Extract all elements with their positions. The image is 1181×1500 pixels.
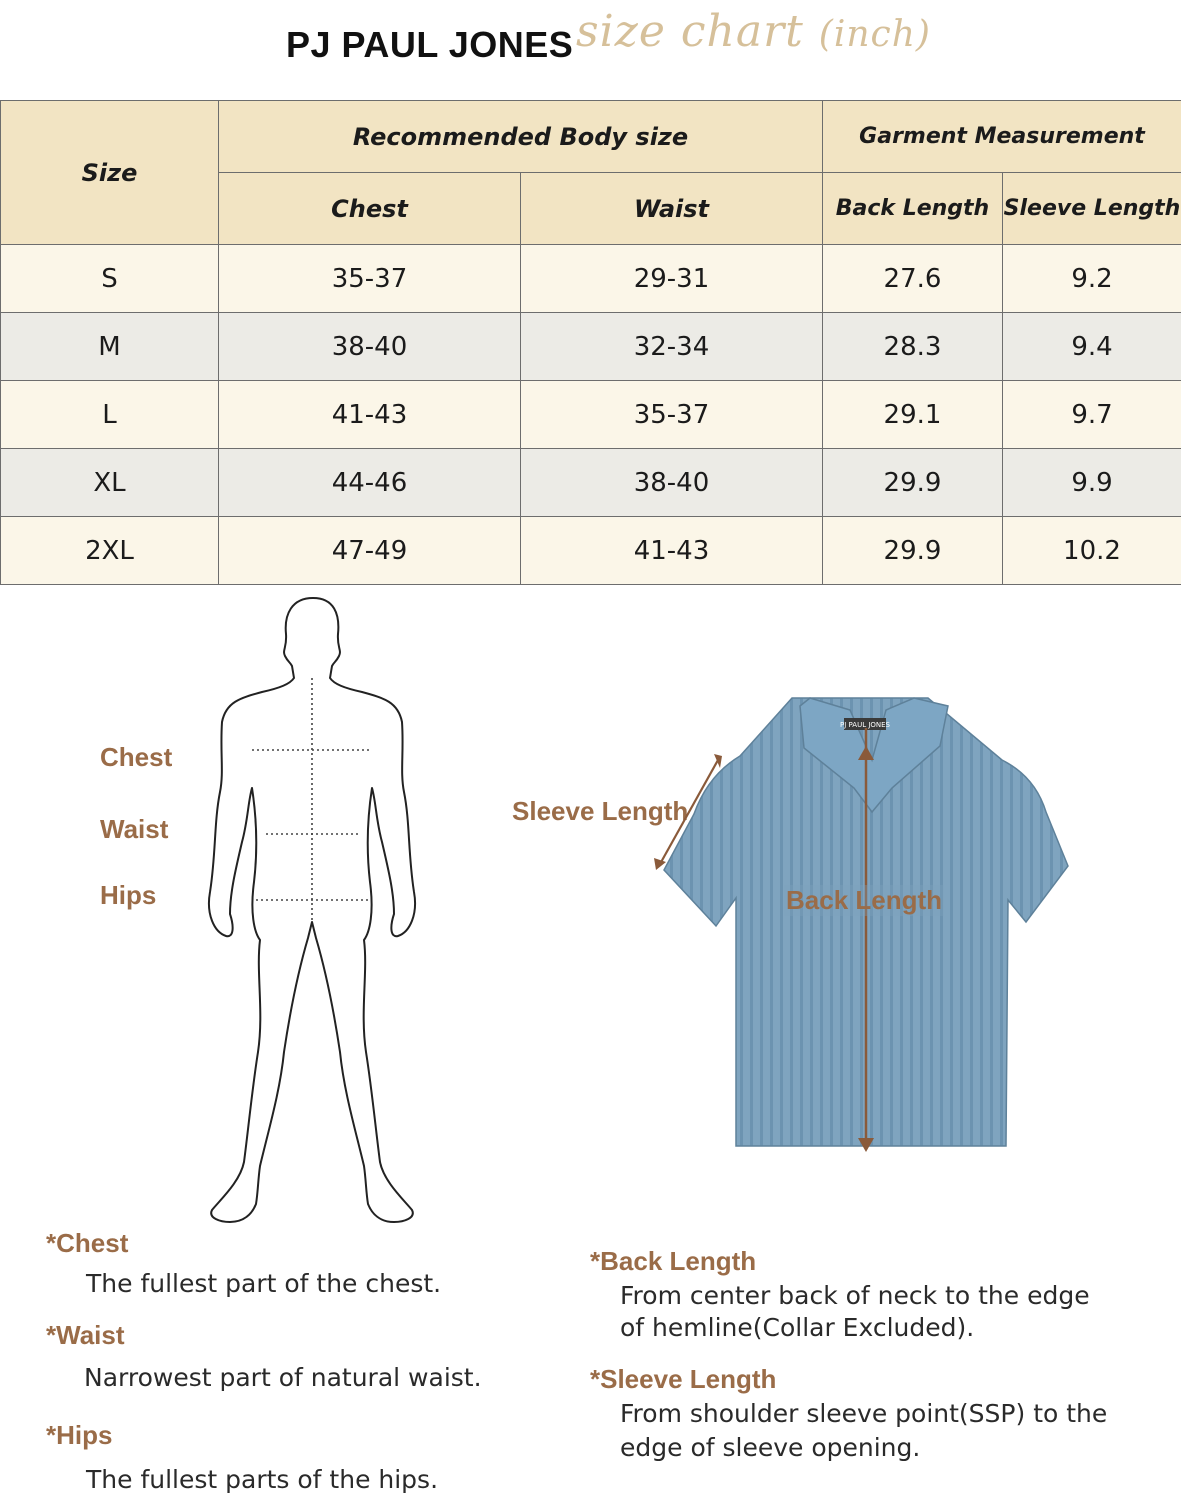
waist-cell: 29-31 bbox=[521, 245, 823, 313]
chest-definition-title: *Chest bbox=[46, 1228, 129, 1258]
size-column-header: Size bbox=[1, 101, 219, 245]
size-cell: L bbox=[1, 381, 219, 449]
hips-definition-text: The fullest parts of the hips. bbox=[86, 1465, 439, 1494]
sleeve-length-cell: 9.9 bbox=[1003, 449, 1181, 517]
sleeve-length-cell: 9.4 bbox=[1003, 313, 1181, 381]
waist-column-header: Waist bbox=[521, 173, 823, 245]
back-length-cell: 29.9 bbox=[823, 449, 1003, 517]
sleeve-length-definition-line-2: edge of sleeve opening. bbox=[620, 1433, 921, 1462]
chest-figure-label: Chest bbox=[100, 742, 173, 772]
table-row bbox=[1, 517, 1181, 585]
chest-definition-text: The fullest part of the chest. bbox=[86, 1269, 442, 1298]
garment-group-header: Garment Measurement bbox=[823, 101, 1181, 173]
sleeve-length-column-header: Sleeve Length bbox=[1003, 173, 1181, 245]
polo-shirt-icon bbox=[640, 690, 1080, 1152]
waist-cell: 35-37 bbox=[521, 381, 823, 449]
back-length-cell: 29.9 bbox=[823, 517, 1003, 585]
waist-cell: 32-34 bbox=[521, 313, 823, 381]
back-length-figure-label: Back Length bbox=[786, 885, 943, 915]
hips-definition-title: *Hips bbox=[46, 1420, 113, 1450]
back-length-cell: 29.1 bbox=[823, 381, 1003, 449]
back-length-column-header: Back Length bbox=[823, 173, 1003, 245]
sleeve-length-definition-title: *Sleeve Length bbox=[590, 1364, 777, 1394]
size-table bbox=[0, 100, 1181, 585]
table-row bbox=[1, 313, 1181, 381]
waist-cell: 41-43 bbox=[521, 517, 823, 585]
size-cell: M bbox=[1, 313, 219, 381]
back-length-cell: 27.6 bbox=[823, 245, 1003, 313]
waist-figure-label: Waist bbox=[100, 814, 169, 844]
sleeve-length-cell: 9.7 bbox=[1003, 381, 1181, 449]
chest-cell: 47-49 bbox=[219, 517, 521, 585]
chest-column-header: Chest bbox=[219, 173, 521, 245]
hips-figure-label: Hips bbox=[100, 880, 157, 910]
body-size-group-header: Recommended Body size bbox=[219, 101, 823, 173]
size-cell: XL bbox=[1, 449, 219, 517]
back-length-definition-title: *Back Length bbox=[590, 1246, 757, 1276]
sleeve-length-definition-line-1: From shoulder sleeve point(SSP) to the bbox=[620, 1399, 1108, 1428]
back-length-definition-line-1: From center back of neck to the edge bbox=[620, 1281, 1090, 1310]
waist-cell: 38-40 bbox=[521, 449, 823, 517]
chest-cell: 41-43 bbox=[219, 381, 521, 449]
table-row bbox=[1, 449, 1181, 517]
size-chart-script: size chart bbox=[576, 6, 804, 57]
size-cell: 2XL bbox=[1, 517, 219, 585]
body-silhouette bbox=[200, 592, 440, 1236]
sleeve-length-cell: 9.2 bbox=[1003, 245, 1181, 313]
table-row bbox=[1, 245, 1181, 313]
header bbox=[0, 0, 1181, 100]
unit-label: (inch) bbox=[818, 14, 931, 55]
waist-definition-text: Narrowest part of natural waist. bbox=[84, 1363, 482, 1392]
size-cell: S bbox=[1, 245, 219, 313]
chest-cell: 35-37 bbox=[219, 245, 521, 313]
body-outline-icon bbox=[200, 592, 440, 1232]
shirt-tag-label: PJ PAUL JONES bbox=[840, 721, 890, 729]
table-row bbox=[1, 381, 1181, 449]
size-chart-title bbox=[576, 6, 931, 57]
back-length-definition-line-2: of hemline(Collar Excluded). bbox=[620, 1313, 975, 1342]
waist-definition-title: *Waist bbox=[46, 1320, 125, 1350]
chest-cell: 38-40 bbox=[219, 313, 521, 381]
brand-name: PJ PAUL JONES bbox=[286, 24, 574, 65]
sleeve-length-figure-label: Sleeve Length bbox=[512, 796, 689, 826]
polo-shirt-figure bbox=[640, 690, 1080, 1156]
sleeve-length-cell: 10.2 bbox=[1003, 517, 1181, 585]
chest-cell: 44-46 bbox=[219, 449, 521, 517]
back-length-cell: 28.3 bbox=[823, 313, 1003, 381]
